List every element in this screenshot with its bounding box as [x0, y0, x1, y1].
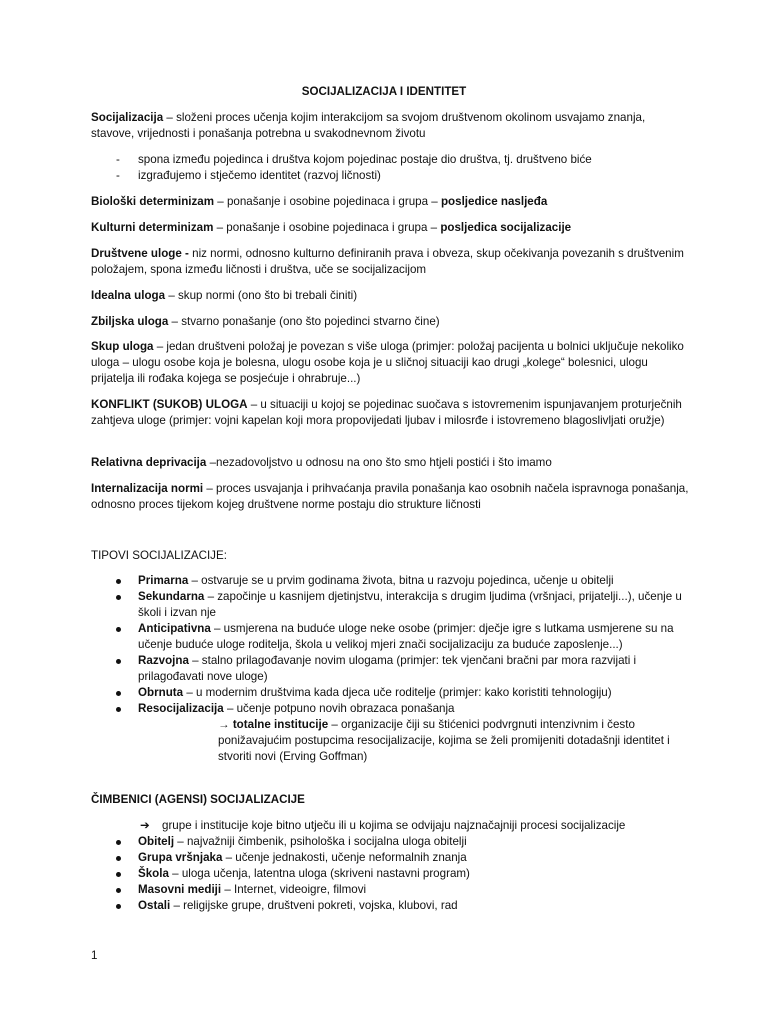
- bullet-icon: [116, 872, 121, 877]
- term: Masovni mediji: [138, 883, 222, 896]
- term: Obrnuta: [138, 686, 184, 699]
- item-text: – religijske grupe, društveni pokreti, vojska, klubovi, rad: [170, 899, 458, 912]
- bullet-icon: [116, 579, 121, 584]
- list-item: [116, 882, 686, 898]
- item-text: – Internet, videoigre, filmovi: [221, 883, 367, 896]
- definition-text: – stvarno ponašanje (ono što pojedinci stvarno čine): [168, 315, 440, 328]
- term-internalizacija: Internalizacija normi: [91, 482, 204, 495]
- item-text: – učenje jednakosti, učenje neformalnih znanja: [222, 851, 467, 864]
- term-relativna: Relativna deprivacija: [91, 456, 207, 469]
- item-text: – usmjerena na buduće uloge neke osobe (primjer: dječje igre s lutkama usmjerene su na učenje buduće uloge roditelja, škola u velikoj mjeri znači socijalizaciju za buduće zaposlenje...): [138, 622, 674, 651]
- definition-text: – složeni proces učenja kojim interakcijom sa svojom društvenom okolinom usvajamo znanja, stavove, vrijednosti i ponašanja potrebna u svakodnevnom životu: [91, 111, 646, 140]
- list-item: [116, 866, 686, 882]
- definition-konflikt: [91, 397, 691, 429]
- list-item: [116, 653, 686, 685]
- definition-text: niz normi, odnosno kulturno definiranih prava i obveza, skup očekivanja povezanih s društvenim položajem, spona između ličnosti i društva, uče se socijalizacijom: [91, 247, 684, 276]
- list-item: [116, 685, 686, 701]
- cimbenici-arrow-note: [140, 818, 700, 834]
- bullet-icon: [116, 691, 121, 696]
- section-heading-tipovi: TIPOVI SOCIJALIZACIJE:: [91, 549, 227, 562]
- definition-drustvene-uloge: [91, 246, 691, 278]
- definition-bioloski: [91, 194, 691, 210]
- list-item: - spona između pojedinca i društva kojom pojedinac postaje dio društva, tj. društveno biće: [116, 152, 592, 168]
- tipovi-list: [116, 573, 686, 765]
- item-text: grupe i institucije koje bitno utječu ili u kojima se odvijaju najznačajniji procesi socijalizacije: [162, 819, 626, 832]
- list-item: [116, 898, 686, 914]
- item-text: – učenje potpuno novih obrazaca ponašanja: [223, 702, 455, 715]
- term-socijalizacija: Socijalizacija: [91, 111, 164, 124]
- term: Resocijalizacija: [138, 702, 224, 715]
- term-drustvene-uloge: Društvene uloge -: [91, 247, 189, 260]
- definition-zbiljska: [91, 314, 691, 330]
- definition-relativna: [91, 455, 691, 471]
- bullet-icon: [116, 659, 121, 664]
- term-emphasis: posljedice nasljeđa: [440, 195, 548, 208]
- term: Škola: [138, 867, 169, 880]
- list-item: [116, 589, 686, 621]
- bullet-icon: [116, 627, 121, 632]
- document-title: SOCIJALIZACIJA I IDENTITET: [301, 85, 467, 98]
- page-number: 1: [91, 949, 98, 962]
- term-bioloski: Biološki determinizam: [91, 195, 215, 208]
- definition-text: – proces usvajanja i prihvaćanja pravila ponašanja kao osobnih načela ispravnoga ponašanja, odnosno proces tijekom kojeg društvene norme postaju dio strukture ličnosti: [91, 482, 689, 511]
- definition-text: – ponašanje i osobine pojedinaca i grupa –: [213, 221, 441, 234]
- definition-text: – u situaciji u kojoj se pojedinac suočava s istovremenim ispunjavanjem proturječnih zahtjeva uloge (primjer: vojni kapelan koji mora propovijedati ljubav i milosrđe i istovremeno blagoslivljati oružje): [91, 398, 682, 427]
- bullet-icon: [116, 904, 121, 909]
- term: Primarna: [138, 574, 189, 587]
- term: totalne institucije: [229, 718, 329, 731]
- definition-socijalizacija: [91, 110, 691, 142]
- term: Razvojna: [138, 654, 189, 667]
- definition-skup-uloga: [91, 339, 691, 387]
- item-text: – u modernim društvima kada djeca uče roditelje (primjer: kako koristiti tehnologiju): [183, 686, 612, 699]
- definition-kulturni: [91, 220, 691, 236]
- term: Grupa vršnjaka: [138, 851, 223, 864]
- item-text: – započinje u kasnijem djetinjstvu, interakcija s drugim ljudima (vršnjaci, prijatelji...), učenje u školi i izvan nje: [138, 590, 682, 619]
- definition-text: – skup normi (ono što bi trebali činiti): [165, 289, 358, 302]
- definition-text: –nezadovoljstvo u odnosu na ono što smo htjeli postići i što imamo: [206, 456, 552, 469]
- list-item: [116, 834, 686, 850]
- term-konflikt: KONFLIKT (SUKOB) ULOGA: [91, 398, 248, 411]
- definition-idealna: [91, 288, 691, 304]
- item-text: – ostvaruje se u prvim godinama života, bitna u razvoju pojedinca, učenje u obitelji: [188, 574, 614, 587]
- term: Sekundarna: [138, 590, 205, 603]
- definition-internalizacija: [91, 481, 691, 513]
- definition-text: – jedan društveni položaj je povezan s više uloga (primjer: položaj pacijenta u bolnici uključuje nekoliko uloga – ulogu osobe koja je bolesna, ulogu osobe koja je u sličnoj situaciji kao drugi „kolege“ bolesnici, ulogu prijatelja ili rođaka kojega se posjećuje i ohrabruje...): [91, 340, 684, 385]
- term: Obitelj: [138, 835, 175, 848]
- term-idealna: Idealna uloga: [91, 289, 166, 302]
- bullet-icon: [116, 840, 121, 845]
- item-text: – uloga učenja, latentna uloga (skriveni nastavni program): [168, 867, 470, 880]
- item-text: – najvažniji čimbenik, psihološka i socijalna uloga obitelji: [174, 835, 467, 848]
- list-item: [116, 573, 686, 589]
- bullet-icon: [116, 888, 121, 893]
- list-item: [116, 850, 686, 866]
- definition-text: – ponašanje i osobine pojedinaca i grupa –: [214, 195, 441, 208]
- bullet-icon: [116, 595, 121, 600]
- total-institutions-note: [138, 717, 686, 765]
- socijalizacija-points: [116, 152, 592, 184]
- bullet-icon: [116, 707, 121, 712]
- term-emphasis: posljedica socijalizacije: [440, 221, 572, 234]
- cimbenici-list: [116, 834, 686, 914]
- term: Ostali: [138, 899, 171, 912]
- section-heading-cimbenici: ČIMBENICI (AGENSI) SOCIJALIZACIJE: [91, 793, 305, 806]
- term-zbiljska: Zbiljska uloga: [91, 315, 169, 328]
- term: Anticipativna: [138, 622, 211, 635]
- list-item: [116, 701, 686, 765]
- item-text: – organizacije čiji su štićenici podvrgnuti intenzivnim i često ponižavajućim postupcima resocijalizacije, kojima se želi promijeniti dotadašnji identitet i stvoriti novi (Erving Goffman): [218, 718, 670, 763]
- list-item: [116, 621, 686, 653]
- item-text: – stalno prilagođavanje novim ulogama (primjer: tek vjenčani bračni par mora razvijati i prilagođavati nove uloge): [138, 654, 637, 683]
- bullet-icon: [116, 856, 121, 861]
- term-skup-uloga: Skup uloga: [91, 340, 154, 353]
- list-item: - izgrađujemo i stječemo identitet (razvoj ličnosti): [116, 168, 592, 184]
- arrow-right-icon: →: [218, 718, 230, 731]
- term-kulturni: Kulturni determinizam: [91, 221, 214, 234]
- arrow-right-icon: ➔: [140, 819, 150, 832]
